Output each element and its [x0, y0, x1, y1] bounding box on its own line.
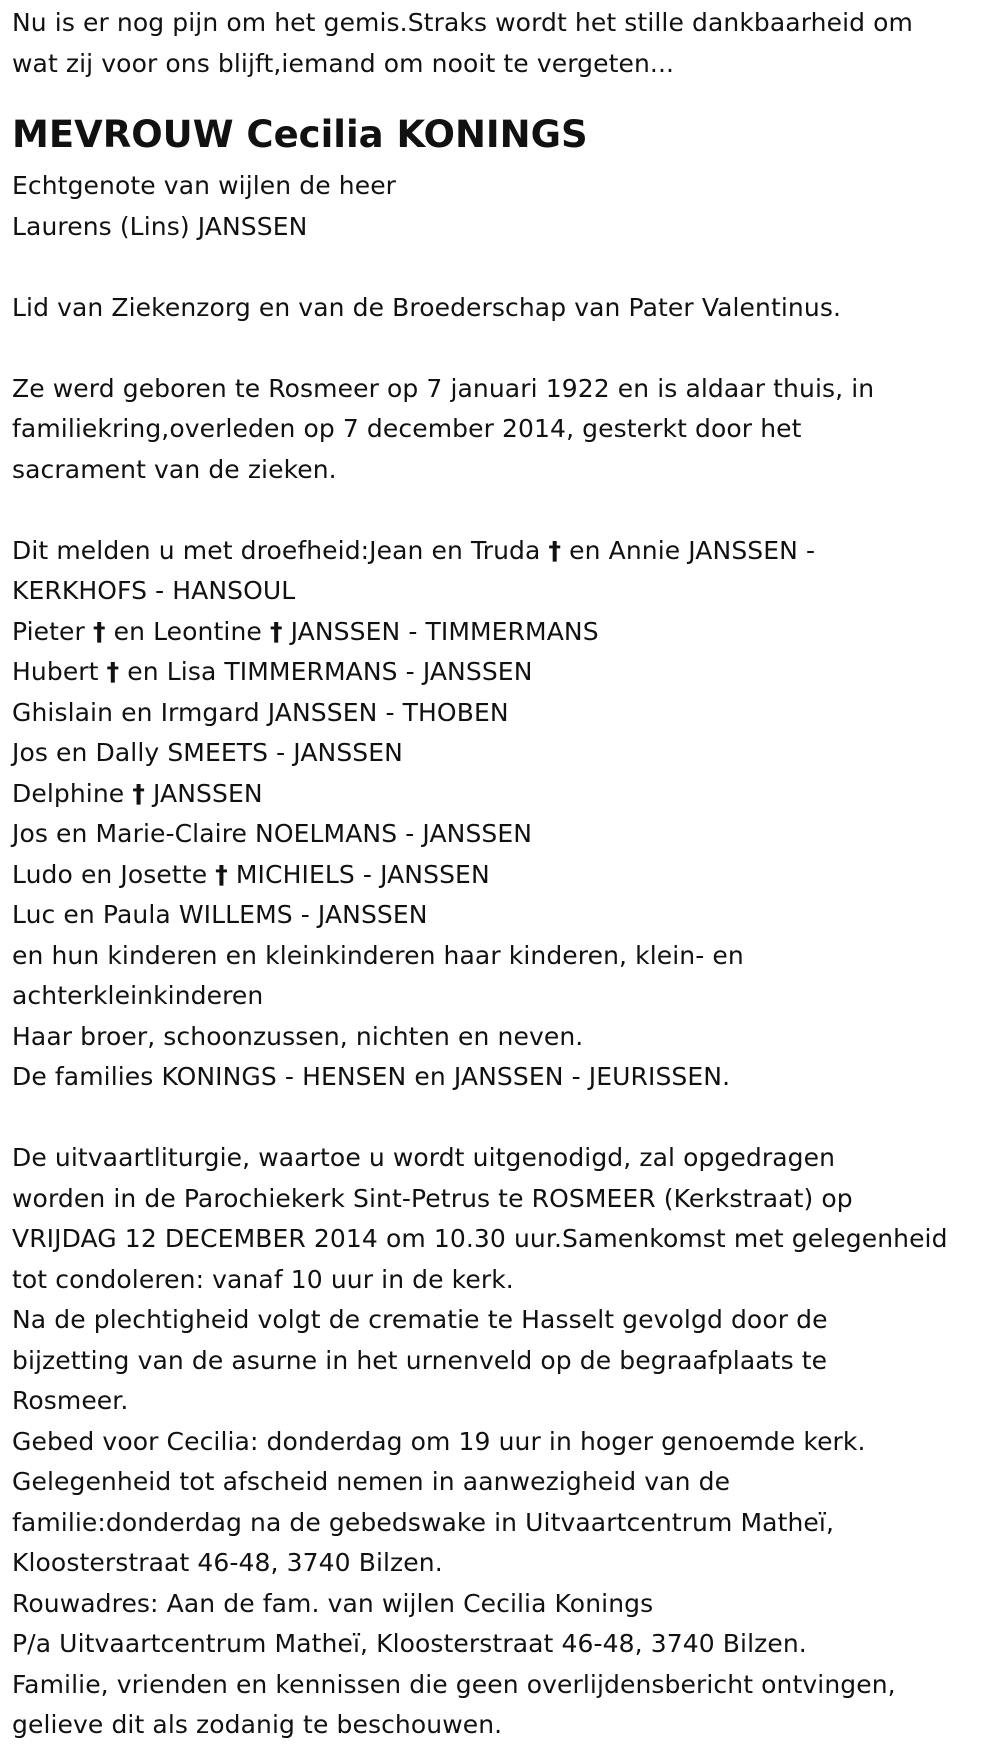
family-line: Jos en Dally SMEETS - JANSSEN — [12, 738, 403, 767]
family-text: JANSSEN — [144, 778, 263, 808]
funeral-line: VRIJDAG 12 DECEMBER 2014 om 10.30 uur.Samenkomst met gelegenheid — [12, 1224, 948, 1253]
funeral-line: Na de plechtigheid volgt de crematie te Hasselt gevolgd door de — [12, 1305, 828, 1334]
spouse-line: Laurens (Lins) JANSSEN — [12, 211, 308, 241]
family-text: Dit melden u met droefheid:Jean en Truda — [12, 535, 549, 565]
membership-text: Lid van Ziekenzorg en van de Broederschap van Pater Valentinus. — [12, 292, 841, 322]
birth-death-text — [12, 369, 988, 491]
funeral-line: Gelegenheid tot afscheid nemen in aanwezigheid van de — [12, 1467, 731, 1496]
family-line: Haar broer, schoonzussen, nichten en neven. — [12, 1021, 584, 1051]
family-line: achterkleinkinderen — [12, 981, 264, 1010]
family-text: Ludo en Josette — [12, 859, 216, 889]
intro-line: wat zij voor ons blijft,iemand om nooit te vergeten... — [12, 48, 675, 78]
funeral-line: tot condoleren: vanaf 10 uur in de kerk. — [12, 1264, 514, 1294]
family-text: en Lisa TIMMERMANS - JANSSEN — [119, 657, 533, 686]
family-line — [12, 774, 988, 815]
spacer — [12, 1098, 988, 1139]
family-text: MICHIELS - JANSSEN — [227, 859, 490, 889]
family-line: Luc en Paula WILLEMS - JANSSEN — [12, 900, 428, 929]
intro-line: Nu is er nog pijn om het gemis.Straks wordt het stille dankbaarheid om — [12, 8, 913, 37]
family-text: Delphine — [12, 778, 133, 808]
cross-icon: † — [215, 859, 228, 889]
family-line — [12, 855, 988, 896]
intro-text — [12, 3, 988, 84]
funeral-line: Rouwadres: Aan de fam. van wijlen Cecilia Konings — [12, 1588, 654, 1618]
family-line: KERKHOFS - HANSOUL — [12, 576, 296, 605]
funeral-line: Kloosterstraat 46-48, 3740 Bilzen. — [12, 1548, 443, 1577]
spouse-info — [12, 166, 988, 247]
family-text: Pieter — [12, 616, 93, 646]
funeral-line: De uitvaartliturgie, waartoe u wordt uitgenodigd, zal opgedragen — [12, 1143, 836, 1172]
funeral-line: worden in de Parochiekerk Sint-Petrus te ROSMEER (Kerkstraat) op — [12, 1183, 853, 1213]
funeral-line: bijzetting van de asurne in het urnenveld op de begraafplaats te — [12, 1345, 828, 1375]
family-text: en Annie JANSSEN - — [561, 535, 816, 565]
funeral-line: familie:donderdag na de gebedswake in Uitvaartcentrum Matheï, — [12, 1507, 835, 1537]
funeral-line: Familie, vrienden en kennissen die geen overlijdensbericht ontvingen, — [12, 1669, 896, 1699]
family-line: De families KONINGS - HENSEN en JANSSEN - JEURISSEN. — [12, 1062, 731, 1091]
cross-icon: † — [132, 778, 145, 808]
spacer — [12, 247, 988, 288]
birth-death-line: sacrament van de zieken. — [12, 454, 337, 484]
funeral-line: gelieve dit als zodanig te beschouwen. — [12, 1710, 503, 1739]
birth-death-line: familiekring,overleden op 7 december 2014, gesterkt door het — [12, 414, 802, 443]
spacer — [12, 490, 988, 531]
birth-death-line: Ze werd geboren te Rosmeer op 7 januari 1922 en is aldaar thuis, in — [12, 373, 875, 403]
family-line: Jos en Marie-Claire NOELMANS - JANSSEN — [12, 819, 533, 848]
spouse-line: Echtgenote van wijlen de heer — [12, 171, 397, 200]
funeral-line: Gebed voor Cecilia: donderdag om 19 uur in hoger genoemde kerk. — [12, 1426, 866, 1456]
family-line — [12, 531, 988, 572]
cross-icon: † — [548, 535, 562, 565]
family-text: en Leontine — [105, 616, 270, 646]
family-line: en hun kinderen en kleinkinderen haar kinderen, klein- en — [12, 940, 744, 970]
funeral-line: P/a Uitvaartcentrum Matheï, Kloosterstraat 46-48, 3740 Bilzen. — [12, 1629, 807, 1658]
cross-icon: † — [106, 657, 120, 686]
family-line: Ghislain en Irmgard JANSSEN - THOBEN — [12, 697, 509, 727]
spacer — [12, 328, 988, 369]
family-line — [12, 652, 988, 693]
family-line — [12, 612, 988, 653]
family-list — [12, 531, 988, 1098]
family-text: JANSSEN - TIMMERMANS — [282, 616, 599, 646]
cross-icon: † — [269, 616, 283, 646]
family-text: Hubert — [12, 657, 107, 686]
cross-icon: † — [92, 616, 106, 646]
funeral-info — [12, 1138, 988, 1746]
funeral-line: Rosmeer. — [12, 1386, 129, 1415]
deceased-name: MEVROUW Cecilia KONINGS — [12, 113, 588, 156]
